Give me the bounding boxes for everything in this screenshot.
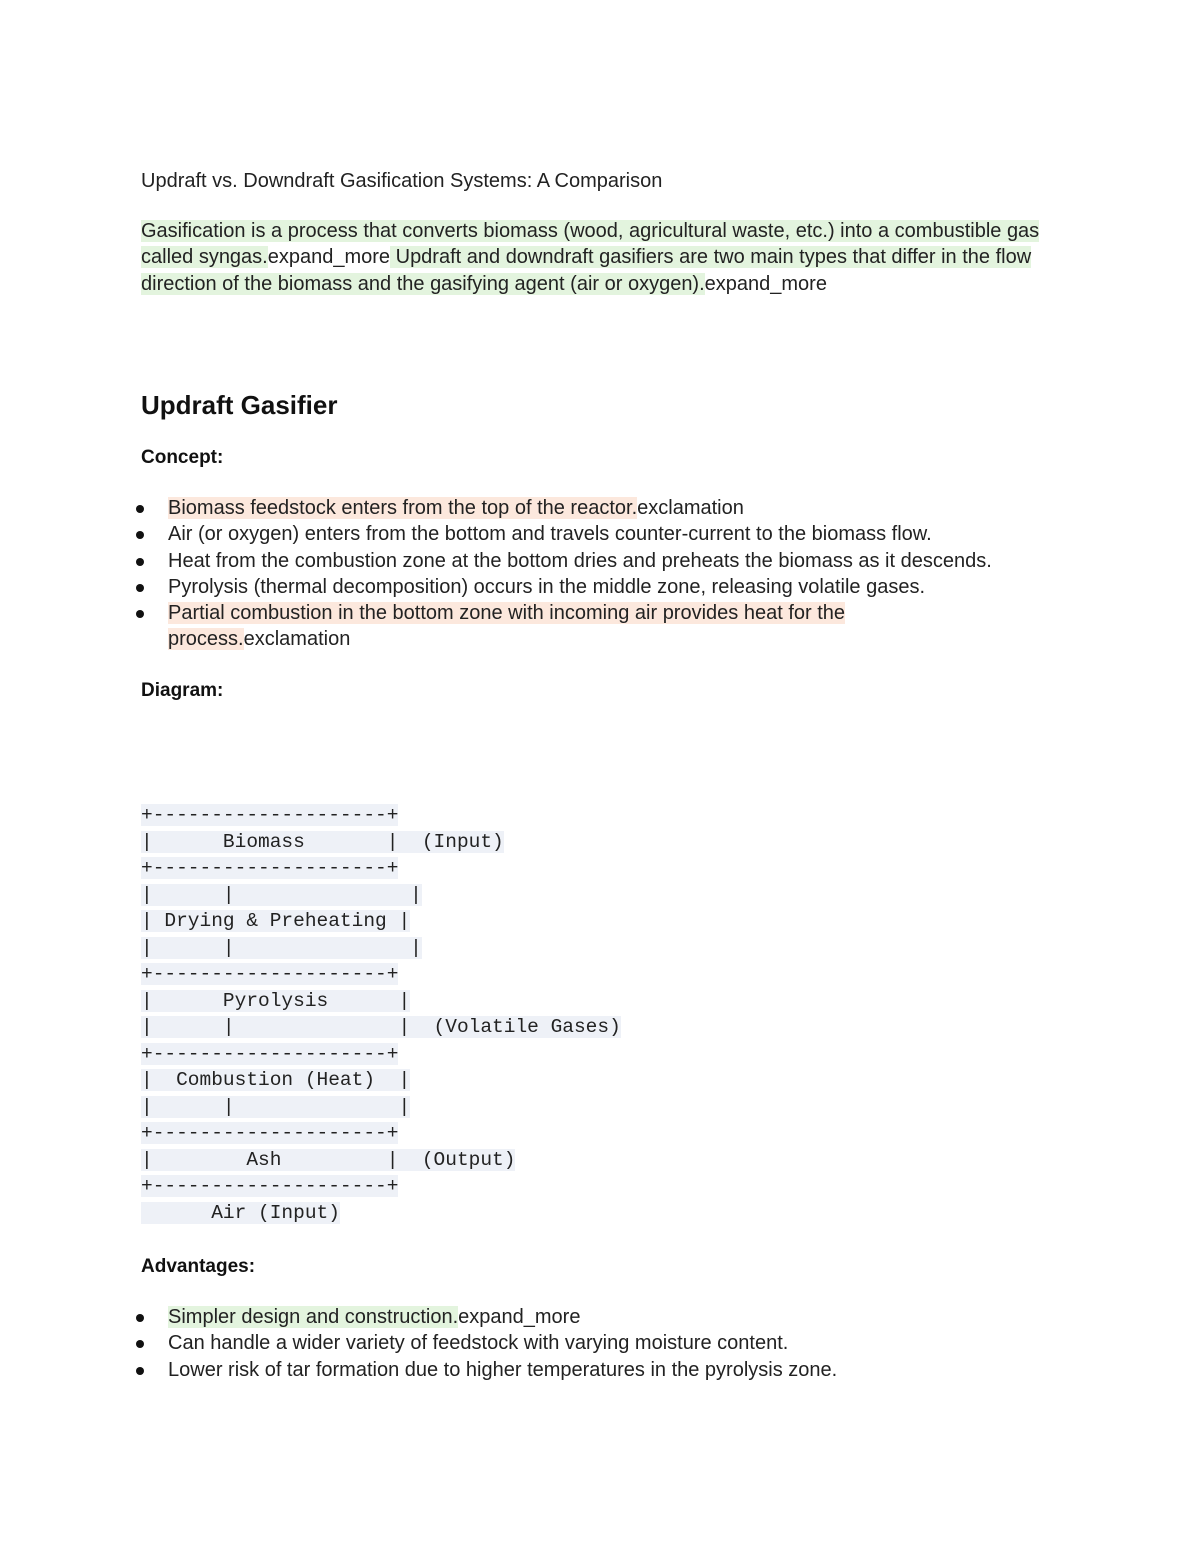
list-item-text: Pyrolysis (thermal decomposition) occurs in the middle zone, releasing volatile gases.	[168, 575, 926, 598]
diagram-line: | | |	[141, 883, 422, 906]
list-item-text: Heat from the combustion zone at the bottom dries and preheats the biomass as it descends.	[168, 549, 992, 572]
list-item	[141, 1330, 1101, 1356]
diagram-line: +--------------------+	[141, 857, 399, 879]
exclamation-marker: exclamation	[637, 497, 744, 519]
expand-more-marker: expand_more	[704, 272, 827, 295]
intro-sentence-1: Gasification is a process that converts biomass (wood, agricultural waste, etc.) into a combustible gas called syngas.	[141, 220, 1040, 269]
intro-sentence-2: Updraft and downdraft gasifiers are two main types that differ in the flow direction of the biomass and the gasifying agent (air or oxygen).	[141, 246, 1032, 295]
diagram-label: Diagram:	[141, 680, 224, 701]
document-title: Updraft vs. Downdraft Gasification Systems: A Comparison	[141, 170, 663, 192]
bullet-icon	[136, 1340, 144, 1348]
bullet-icon	[136, 531, 144, 539]
diagram-line: | | |	[141, 1095, 411, 1118]
diagram-line: +--------------------+	[141, 1042, 399, 1065]
list-item	[141, 574, 1101, 600]
list-item	[141, 1357, 1101, 1383]
diagram-line: | | |	[141, 936, 422, 959]
diagram-line: +--------------------+	[141, 963, 399, 985]
diagram-line: | Ash | (Output)	[141, 1148, 516, 1171]
bullet-icon	[136, 1314, 144, 1322]
list-item-text: Simpler design and construction.	[168, 1306, 459, 1328]
diagram-line: | Drying & Preheating |	[141, 910, 411, 932]
advantages-label: Advantages:	[141, 1256, 256, 1277]
diagram-line: | Biomass | (Input)	[141, 830, 504, 853]
list-item	[141, 600, 928, 653]
diagram-line: +--------------------+	[141, 1122, 399, 1144]
list-item	[141, 548, 1101, 574]
bullet-icon	[136, 558, 144, 566]
list-item-text: Partial combustion in the bottom zone with incoming air provides heat for the process.	[168, 602, 846, 651]
expand-more-marker: expand_more	[267, 246, 391, 269]
bullet-icon	[136, 584, 144, 592]
concept-list	[141, 495, 1101, 653]
diagram-line: | Combustion (Heat) |	[141, 1069, 411, 1091]
intro-paragraph	[141, 218, 1041, 297]
list-item-text: Can handle a wider variety of feedstock with varying moisture content.	[168, 1332, 789, 1355]
section-heading: Updraft Gasifier	[141, 390, 338, 420]
diagram-line: | | | (Volatile Gases)	[141, 1016, 621, 1038]
bullet-icon	[136, 505, 144, 513]
list-item	[141, 1304, 1101, 1330]
diagram-line: +--------------------+	[141, 1175, 399, 1197]
diagram-line: | Pyrolysis |	[141, 989, 411, 1012]
list-item-text: Lower risk of tar formation due to higher temperatures in the pyrolysis zone.	[168, 1358, 838, 1381]
concept-label: Concept:	[141, 447, 224, 468]
list-item-text: Air (or oxygen) enters from the bottom and travels counter-current to the biomass flow.	[168, 523, 932, 546]
list-item	[141, 495, 1101, 521]
bullet-icon	[136, 1367, 144, 1375]
expand-more-marker: expand_more	[458, 1306, 581, 1328]
bullet-icon	[136, 610, 144, 618]
exclamation-marker: exclamation	[243, 628, 351, 651]
diagram-line: Air (Input)	[141, 1201, 340, 1224]
advantages-list	[141, 1304, 1101, 1383]
ascii-diagram	[141, 802, 621, 1226]
diagram-line: +--------------------+	[141, 804, 399, 826]
list-item-text: Biomass feedstock enters from the top of the reactor.	[168, 497, 638, 519]
list-item	[141, 521, 1101, 547]
